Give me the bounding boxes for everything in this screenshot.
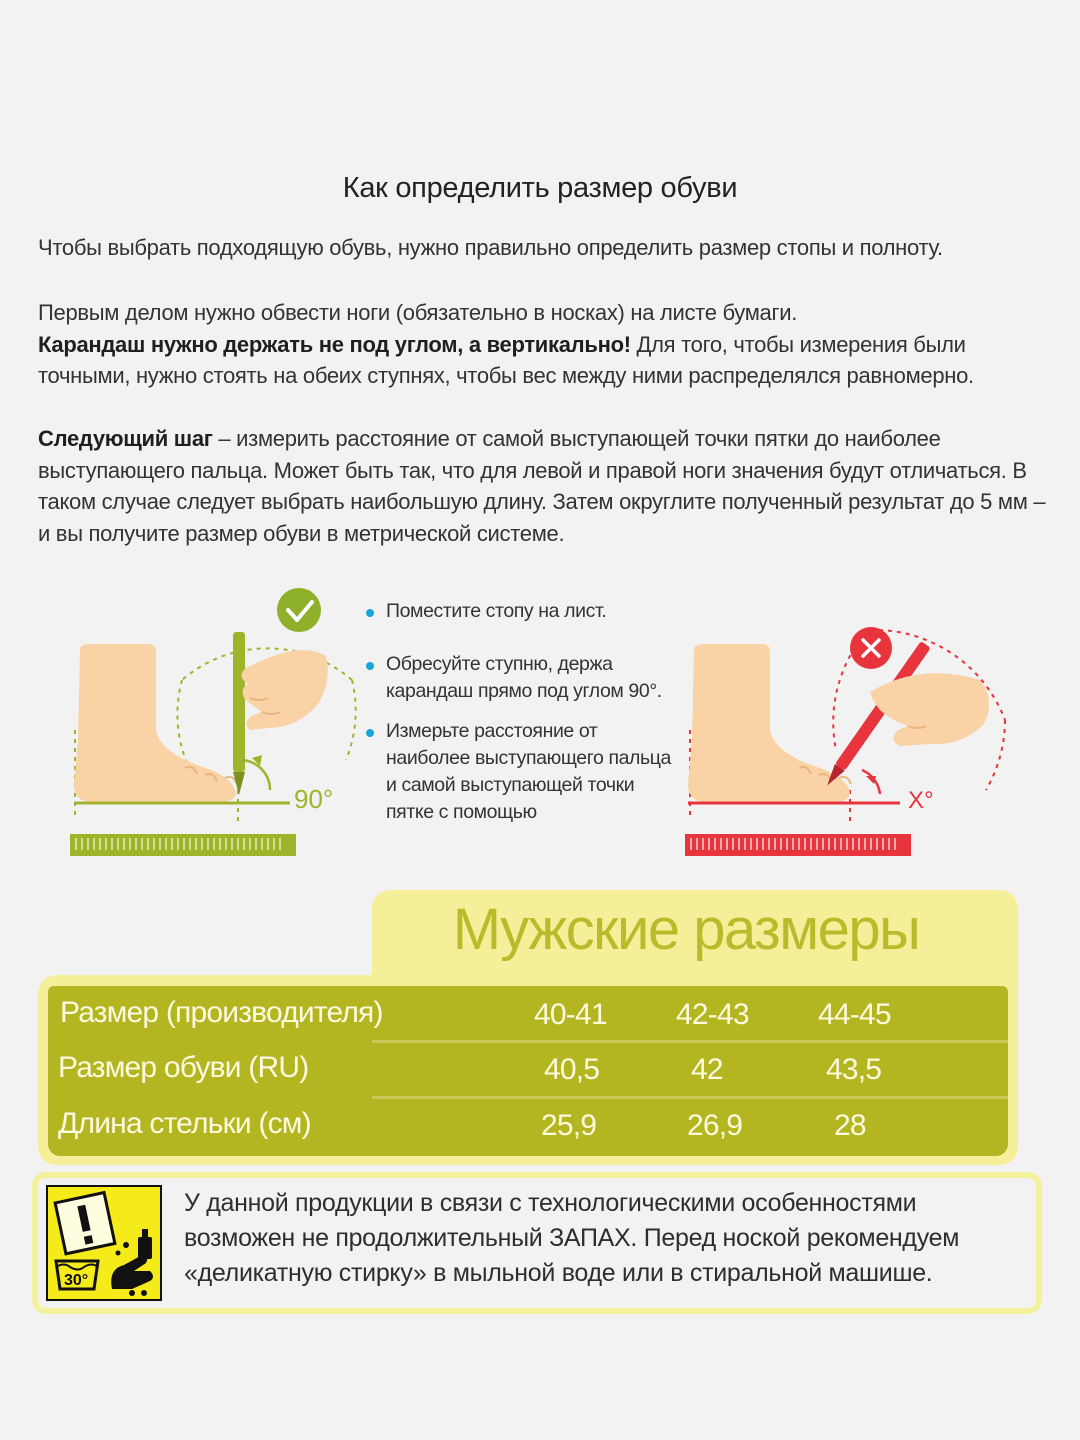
bullet-dot-icon (366, 609, 374, 617)
warning-wash-30-icon (46, 1185, 162, 1301)
page-title: Как определить размер обуви (342, 172, 738, 204)
instruction-item (366, 651, 686, 705)
measuring-paragraph (38, 423, 1048, 549)
table-cell: 26,9 (687, 1109, 743, 1142)
measuring-paragraph-bold: Следующий шаг (38, 426, 213, 451)
row-label-insole-length: Длина стельки (см) (58, 1107, 311, 1140)
table-cell: 40,5 (544, 1053, 600, 1086)
tracing-paragraph (38, 297, 1048, 392)
table-cell: 25,9 (541, 1109, 597, 1142)
intro-paragraph: Чтобы выбрать подходящую обувь, нужно правильно определить размер стопы и полноту. (38, 235, 943, 260)
instruction-text: Обресуйте ступню, держа карандаш прямо под углом 90°. (386, 653, 662, 702)
instruction-text: Поместите стопу на лист. (386, 600, 607, 622)
table-row-divider (372, 1040, 1008, 1043)
notice-text: У данной продукции в связи с технологическими особенностями возможен не продолжительный ЗАПАХ. Перед ноской рекомендуем «деликатную стирку» в мыльной воде или в стиральной машише. (184, 1189, 960, 1287)
measuring-paragraph-rest: – измерить расстояние от самой выступающей точки пятки до наиболее выступающего пальца. Может быть так, что для левой и правой ноги значения будут отличаться. В таком случае следует выбрать наибольшую длину. Затем округлите полученный результат до 5 мм – и вы получите размер обуви в метрической системе. (38, 426, 1046, 546)
instruction-item (366, 718, 686, 826)
table-cell: 43,5 (826, 1053, 882, 1086)
wrong-angle-label: X° (908, 787, 934, 814)
wash-temperature-label: 30° (64, 1272, 89, 1289)
table-cell: 28 (834, 1109, 866, 1142)
table-cell: 42-43 (676, 998, 749, 1031)
correct-foot-illustration (70, 588, 356, 856)
table-row-divider (372, 1096, 1008, 1099)
correct-angle-label: 90° (294, 784, 334, 814)
table-cell: 42 (691, 1053, 723, 1086)
tracing-paragraph-bold: Карандаш нужно держать не под углом, а вертикально! (38, 331, 631, 357)
instruction-list (366, 598, 686, 839)
table-cell: 40-41 (534, 998, 607, 1031)
instruction-text: Измерьте расстояние от наиболее выступающего пальца и самой выступающей точки пятке с помощью (386, 720, 672, 823)
table-cell: 44-45 (818, 998, 891, 1031)
tracing-paragraph-rest: Для того, чтобы измерения были точными, нужно стоять на обеих ступнях, чтобы вес между ними распределялся равномерно. (38, 331, 974, 388)
bullet-dot-icon (366, 662, 374, 670)
row-label-ru-size: Размер обуви (RU) (58, 1051, 309, 1084)
instruction-item (366, 598, 686, 625)
size-table-title: Мужские размеры (452, 897, 920, 962)
bullet-dot-icon (366, 729, 374, 737)
row-label-manufacturer-size: Размер (производителя) (60, 996, 383, 1029)
wrong-foot-illustration (685, 627, 1005, 856)
tracing-paragraph-line1: Первым делом нужно обвести ноги (обязательно в носках) на листе бумаги. (38, 300, 798, 325)
